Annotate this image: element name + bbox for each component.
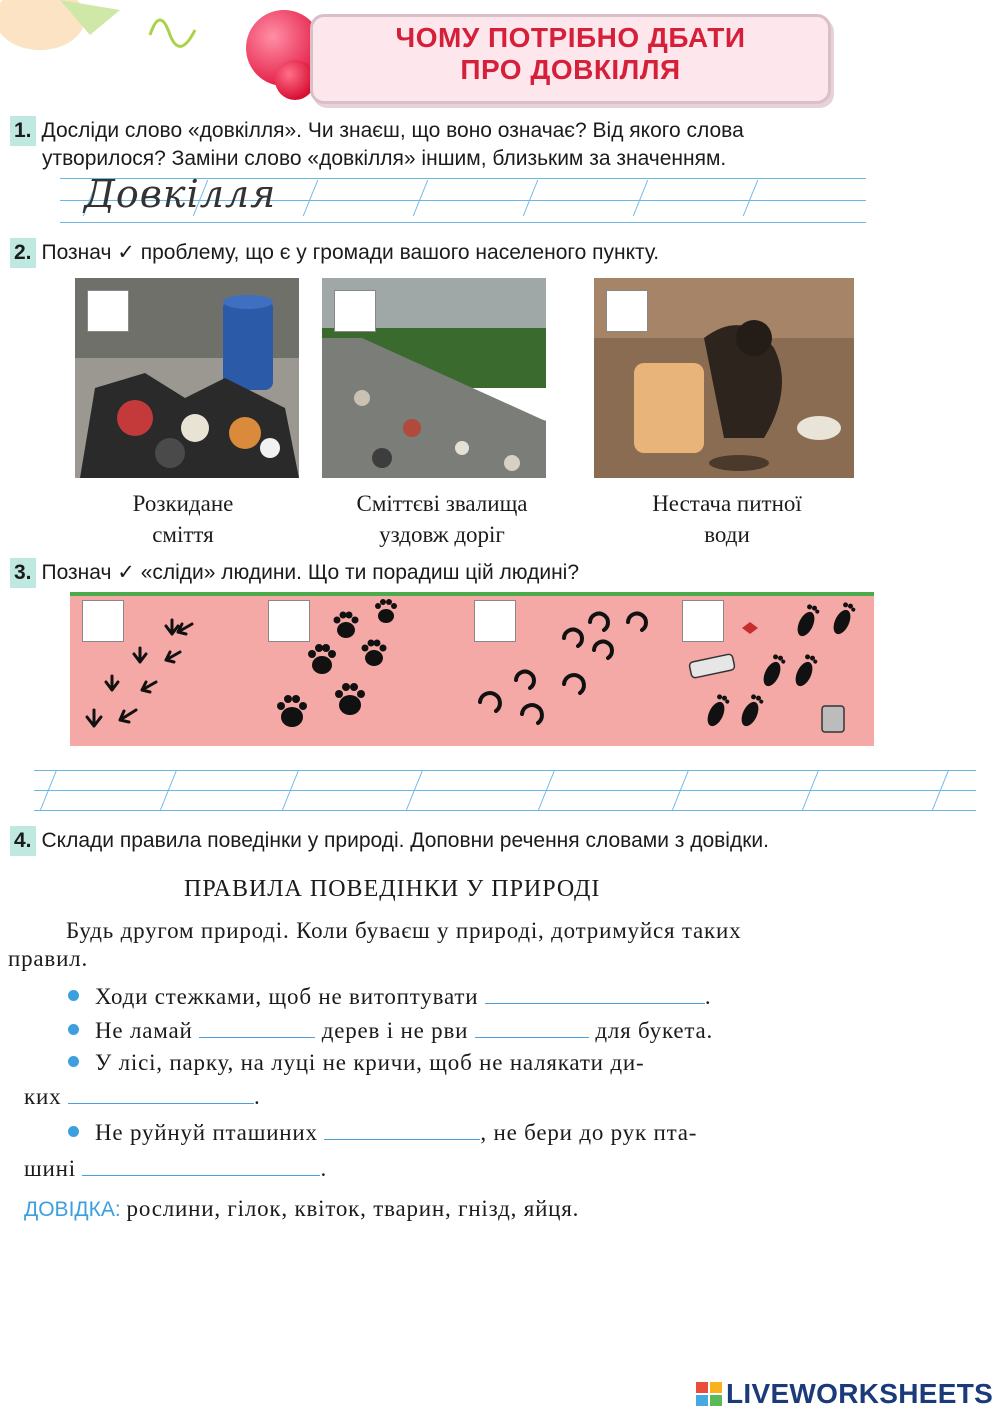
handwritten-answer[interactable]: Довкілля — [84, 172, 277, 216]
liveworksheets-brand[interactable]: LIVEWORKSHEETS — [726, 1378, 994, 1409]
task-number: 4. — [10, 826, 36, 856]
task-text: Познач ✓ проблему, що є у громади вашого населеного пункту. — [41, 241, 660, 264]
header-circle-decoration — [275, 60, 315, 100]
rule-4-cont: шині . — [24, 1156, 328, 1181]
task-4 — [10, 826, 990, 856]
caption-dump: Сміттєві звалища уздовж доріг — [356, 491, 528, 547]
option-checkbox-litter[interactable] — [87, 290, 129, 332]
task-text: Познач ✓ «сліди» людини. Що ти порадиш цій людині? — [41, 561, 580, 584]
writing-line — [34, 790, 976, 791]
option-checkbox-dump[interactable] — [334, 290, 376, 332]
task-number: 1. — [10, 116, 36, 146]
page-title: ЧОМУ ПОТРІБНО ДБАТИ ПРО ДОВКІЛЛЯ — [395, 22, 746, 85]
rules-title: ПРАВИЛА ПОВЕДІНКИ У ПРИРОДІ — [184, 876, 601, 902]
rule-3: У лісі, парку, на луці не кричи, щоб не налякати ди- — [68, 1046, 848, 1080]
rule-2: Не ламай дерев і не рви для букета. — [68, 1014, 848, 1048]
task-2 — [10, 238, 990, 268]
task-number: 3. — [10, 558, 36, 588]
task-text: Досліди слово «довкілля». Чи знаєш, що воно означає? Від якого слова — [41, 119, 744, 142]
rule-1: Ходи стежками, щоб не витоптувати . — [68, 980, 848, 1014]
human-footprints-icon — [682, 596, 870, 738]
bullet-icon — [68, 990, 79, 1001]
reference-words: рослини, гілок, квіток, тварин, гнізд, яйця. — [126, 1196, 580, 1221]
hoof-tracks-icon — [470, 598, 660, 732]
task-1 — [10, 116, 990, 146]
corner-decoration — [0, 0, 230, 55]
paw-tracks-icon — [262, 596, 412, 734]
blank-rule1[interactable] — [485, 983, 705, 1004]
rule-3-cont: ких . — [24, 1084, 261, 1109]
liveworksheets-logo-icon — [696, 1382, 724, 1408]
bullet-icon — [68, 1024, 79, 1035]
blank-rule4-a[interactable] — [324, 1119, 480, 1140]
caption-water: Нестача питної води — [652, 491, 802, 547]
rules-intro: Будь другом природі. Коли буваєш у природі, дотримуйся таких — [66, 918, 742, 943]
rules-intro-line2: правил. — [8, 946, 89, 971]
writing-line — [60, 222, 866, 223]
task-3 — [10, 558, 990, 588]
option-checkbox-water[interactable] — [606, 290, 648, 332]
rule-4: Не руйнуй пташиних , не бери до рук пта- — [68, 1116, 848, 1150]
blank-rule2-a[interactable] — [199, 1017, 315, 1038]
task-text: Склади правила поведінки у природі. Доповни речення словами з довідки. — [41, 829, 769, 852]
bullet-icon — [68, 1056, 79, 1067]
blank-rule3[interactable] — [68, 1083, 254, 1104]
writing-line — [34, 810, 976, 811]
blank-rule4-b[interactable] — [82, 1155, 320, 1176]
blank-rule2-b[interactable] — [475, 1017, 589, 1038]
bird-tracks-icon — [80, 610, 220, 738]
reference-label: ДОВІДКА: — [24, 1198, 121, 1221]
task-number: 2. — [10, 238, 36, 268]
task-1-line2: утворилося? Заміни слово «довкілля» іншим, близьким за значенням. — [42, 147, 727, 170]
reference — [24, 1192, 579, 1226]
caption-litter: Розкидане сміття — [132, 491, 234, 547]
bullet-icon — [68, 1126, 79, 1137]
